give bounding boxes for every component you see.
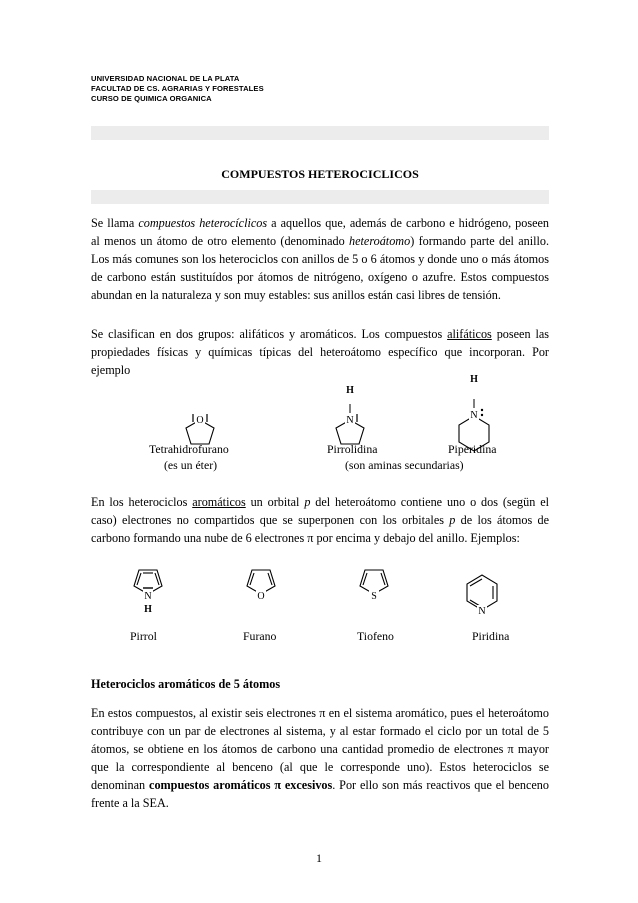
title-band-top [91, 126, 549, 140]
section-title: Heterociclos aromáticos de 5 átomos [91, 677, 281, 691]
pyrrolidine-nitrogen-atom: N [346, 415, 354, 426]
pyrrolidine-hydrogen-atom: H [346, 385, 354, 396]
paragraph-intro: Se llama compuestos heterocíclicos a aquellos que, además de carbono e hidrógeno, poseen al menos un átomo de otro elemento (denominado heteroátomo) formando parte del anillo. Los más comunes son los heterociclos con anillos de 5 o 6 átomos y donde uno o más átomos de carbono están sustituídos por átomos de nitrógeno, oxígeno o azufre. Estos compuestos abundan en la naturaleza y son muy estables: sus anillos están casi libres de tensión. [91, 216, 549, 302]
furan-oxygen-atom: O [257, 591, 265, 602]
thiophene-structure [352, 562, 402, 612]
thiophene-sulfur-atom: S [371, 591, 377, 602]
label-pyridine: Piridina [472, 629, 510, 643]
label-piperidine: Piperidina [448, 442, 497, 456]
pyridine-nitrogen-atom: N [478, 606, 486, 617]
label-furan: Furano [243, 629, 277, 643]
paragraph-classification: Se clasifican en dos grupos: alifáticos y aromáticos. Los compuestos alifáticos poseen las propiedades físicas y químicas típicas del heteroátomo específico que incorporan. Por ejemplo [91, 327, 549, 377]
header-course: CURSO DE QUIMICA ORGANICA [91, 94, 212, 103]
piperidine-nitrogen-atom: N [470, 410, 478, 421]
title-band-bottom [91, 190, 549, 204]
pyrrole-structure [126, 562, 176, 622]
pyrrole-hydrogen-atom: H [144, 604, 152, 615]
label-pyrrole: Pirrol [130, 629, 157, 643]
label-thiophene: Tiofeno [357, 629, 394, 643]
paragraph-five-membered: En estos compuestos, al existir seis electrones π en el sistema aromático, pues el heteroátomo contribuye con un par de electrones al sistema, y al estar formado el ciclo por un total de 5 átomos, se obtiene en los átomos de carbono una cantidad promedio de electrones π mayor que la correspondiente al benceno (al que le corresponde uno). Estos heterociclos se denominan compuestos aromáticos π excesivos. Por ello son más reactivos que el benceno frente a la SEA. [91, 706, 549, 810]
note-ether: (es un éter) [164, 458, 218, 472]
pyridine-structure [458, 563, 508, 619]
label-tetrahydrofuran: Tetrahidrofurano [149, 442, 229, 456]
paragraph-aromatic: En los heterociclos aromáticos un orbital p del heteroátomo contiene uno o dos (segün el caso) electrones no compartidos que se superponen con los orbitales p de los átomos de carbono formando una nube de 6 electrones π por encima y debajo del anillo. Ejemplos: [91, 495, 550, 545]
piperidine-hydrogen-atom: H [470, 374, 478, 385]
pyrrole-nitrogen-atom: N [144, 591, 152, 602]
page-title: COMPUESTOS HETEROCICLICOS [221, 167, 419, 181]
note-secondary-amines: (son aminas secundarias) [345, 458, 464, 472]
header-faculty: FACULTAD DE CS. AGRARIAS Y FORESTALES [91, 84, 264, 93]
furan-structure [239, 562, 289, 612]
thf-oxygen-atom: O [196, 415, 204, 426]
page-number: 1 [316, 851, 322, 865]
label-pyrrolidine: Pirrolidina [327, 442, 378, 456]
header-university: UNIVERSIDAD NACIONAL DE LA PLATA [91, 74, 240, 83]
